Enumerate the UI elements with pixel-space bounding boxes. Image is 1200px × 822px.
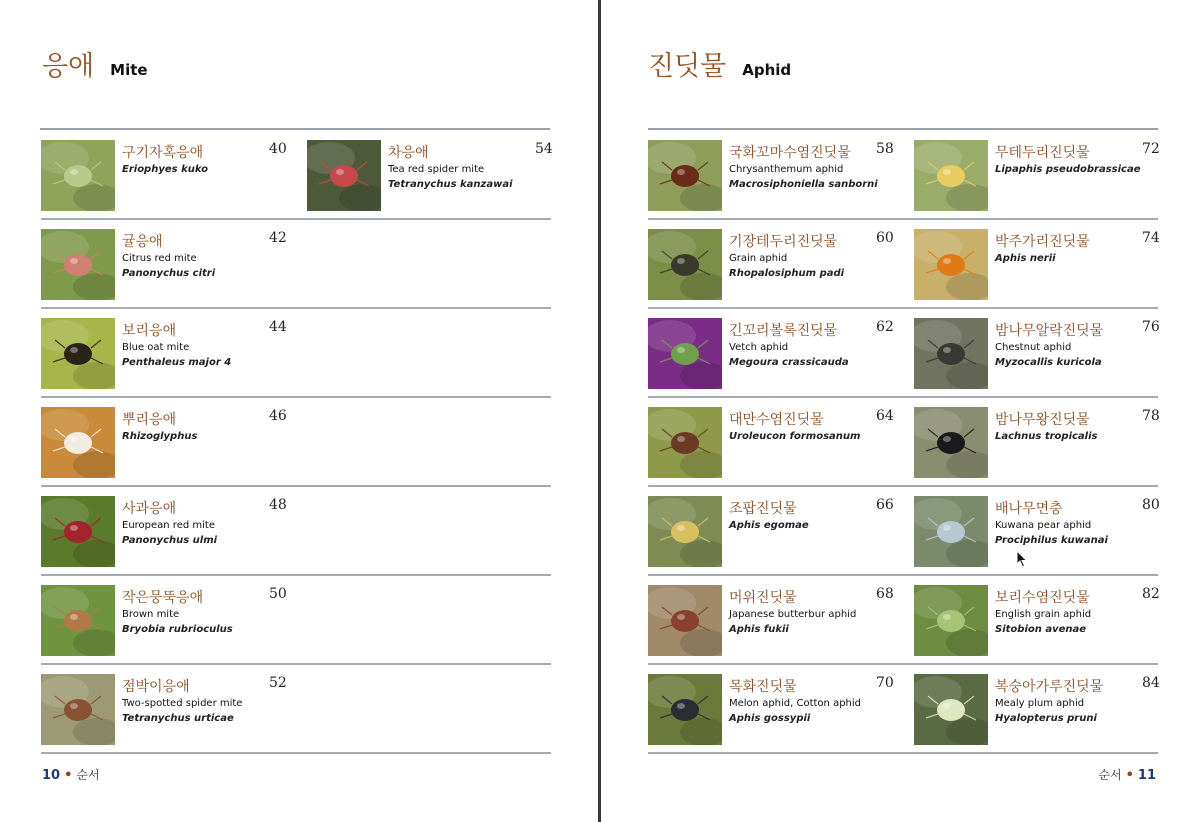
page-footer-left	[42, 766, 100, 783]
english-name: Citrus red mite	[122, 253, 197, 264]
entry-divider	[307, 218, 550, 220]
toc-entry[interactable]	[914, 219, 1158, 308]
korean-name: 사과응애	[122, 501, 177, 517]
page-footer-right	[1098, 766, 1156, 783]
korean-name: 차응애	[388, 145, 429, 161]
korean-name: 복숭아가루진딧물	[995, 679, 1104, 695]
toc-entry[interactable]	[41, 664, 551, 753]
insect-photo	[307, 140, 381, 211]
left-page	[0, 0, 598, 822]
insect-photo	[914, 496, 988, 567]
scientific-name: Lipaphis pseudobrassicae	[995, 164, 1141, 175]
page-ref-number: 70	[876, 675, 894, 691]
scientific-name: Prociphilus kuwanai	[995, 535, 1108, 546]
toc-entry[interactable]	[914, 130, 1158, 219]
korean-name: 대만수염진딧물	[729, 412, 824, 428]
page-ref-number: 48	[269, 497, 287, 513]
toc-entry[interactable]	[41, 397, 551, 486]
right-page	[602, 0, 1200, 822]
english-name: Melon aphid, Cotton aphid	[729, 698, 862, 709]
english-name: Blue oat mite	[122, 342, 190, 353]
page-ref-number: 68	[876, 586, 894, 602]
insect-photo	[648, 407, 722, 478]
insect-photo	[914, 674, 988, 745]
korean-name: 구기자혹응애	[122, 145, 204, 161]
korean-name: 보리수염진딧물	[995, 590, 1090, 606]
footer-bullet: •	[1125, 768, 1134, 783]
insect-photo	[41, 140, 115, 211]
korean-name: 긴꼬리볼록진딧물	[729, 323, 838, 339]
english-name: Kuwana pear aphid	[995, 520, 1092, 531]
scientific-name: Sitobion avenae	[995, 624, 1087, 635]
english-name: Two-spotted spider mite	[122, 698, 243, 709]
korean-name: 국화꼬마수염진딧물	[729, 145, 851, 161]
page-ref-number: 84	[1142, 675, 1160, 691]
scientific-name: Panonychus citri	[122, 268, 216, 279]
english-name: European red mite	[122, 520, 215, 531]
korean-name: 보리응애	[122, 323, 177, 339]
page-ref-number: 62	[876, 319, 894, 335]
english-name: Chrysanthemum aphid	[729, 164, 844, 175]
footer-bullet: •	[64, 768, 73, 783]
scientific-name: Uroleucon formosanum	[729, 431, 861, 442]
page-ref-number: 72	[1142, 141, 1160, 157]
page-ref-number: 76	[1142, 319, 1160, 335]
page-ref-number: 80	[1142, 497, 1160, 513]
page-ref-number: 82	[1142, 586, 1160, 602]
insect-photo	[914, 140, 988, 211]
entry-divider	[41, 752, 551, 754]
book-gutter	[598, 0, 601, 822]
toc-entry[interactable]	[41, 575, 551, 664]
toc-entry[interactable]	[914, 575, 1158, 664]
page-ref-number: 40	[269, 141, 287, 157]
english-name: Mealy plum aphid	[995, 698, 1085, 709]
scientific-name: Aphis egomae	[729, 520, 809, 531]
insect-photo	[914, 229, 988, 300]
insect-photo	[914, 407, 988, 478]
section-header-aphid	[648, 44, 791, 83]
insect-photo	[41, 318, 115, 389]
scientific-name: Lachnus tropicalis	[995, 431, 1098, 442]
toc-entry[interactable]	[914, 486, 1158, 575]
english-name: Brown mite	[122, 609, 180, 620]
insect-photo	[41, 229, 115, 300]
insect-photo	[914, 585, 988, 656]
korean-name: 점박이응애	[122, 679, 190, 695]
section-header-mite	[42, 44, 148, 83]
toc-entry[interactable]	[41, 219, 551, 308]
page-ref-number: 42	[269, 230, 287, 246]
insect-photo	[648, 318, 722, 389]
scientific-name: Aphis nerii	[995, 253, 1056, 264]
korean-name: 무테두리진딧물	[995, 145, 1090, 161]
insect-photo	[648, 585, 722, 656]
korean-name: 배나무면충	[995, 501, 1063, 517]
english-name: English grain aphid	[995, 609, 1092, 620]
scientific-name: Bryobia rubrioculus	[122, 624, 233, 635]
page-ref-number: 74	[1142, 230, 1160, 246]
section-title-korean: 응애	[42, 51, 95, 82]
insect-photo	[41, 496, 115, 567]
scientific-name: Hyalopterus pruni	[995, 713, 1097, 724]
insect-photo	[648, 229, 722, 300]
toc-entry[interactable]	[41, 308, 551, 397]
korean-name: 조팝진딧물	[729, 501, 797, 517]
page-number: 10	[42, 768, 61, 783]
korean-name: 목화진딧물	[729, 679, 797, 695]
scientific-name: Tetranychus urticae	[122, 713, 234, 724]
section-title-english: Mite	[110, 61, 148, 79]
page-ref-number: 44	[269, 319, 287, 335]
page-ref-number: 50	[269, 586, 287, 602]
english-name: Tea red spider mite	[388, 164, 485, 175]
toc-entry[interactable]	[307, 130, 553, 219]
insect-photo	[41, 674, 115, 745]
korean-name: 밤나무알락진딧물	[995, 323, 1104, 339]
english-name: Japanese butterbur aphid	[729, 609, 857, 620]
toc-entry[interactable]	[914, 397, 1158, 486]
page-ref-number: 54	[535, 141, 553, 157]
korean-name: 기장테두리진딧물	[729, 234, 838, 250]
section-title-korean: 진딧물	[648, 51, 727, 82]
scientific-name: Penthaleus major 4	[122, 357, 232, 368]
korean-name: 머위진딧물	[729, 590, 797, 606]
footer-section-label: 순서	[76, 768, 100, 782]
korean-name: 박주가리진딧물	[995, 234, 1090, 250]
page-number: 11	[1137, 768, 1156, 783]
page-ref-number: 52	[269, 675, 287, 691]
scientific-name: Aphis fukii	[729, 624, 789, 635]
scientific-name: Megoura crassicauda	[729, 357, 849, 368]
page-ref-number: 58	[876, 141, 894, 157]
scientific-name: Panonychus ulmi	[122, 535, 218, 546]
korean-name: 뿌리응애	[122, 412, 177, 428]
section-title-english: Aphid	[742, 61, 792, 79]
footer-section-label: 순서	[1098, 768, 1122, 782]
scientific-name: Myzocallis kuricola	[995, 357, 1102, 368]
scientific-name: Aphis gossypii	[729, 713, 811, 724]
page-ref-number: 46	[269, 408, 287, 424]
korean-name: 작은뭉뚝응애	[122, 590, 204, 606]
insect-photo	[41, 585, 115, 656]
english-name: Vetch aphid	[729, 342, 789, 353]
insect-photo	[914, 318, 988, 389]
korean-name: 귤응애	[122, 234, 163, 250]
entry-divider	[914, 752, 1158, 754]
insect-photo	[648, 496, 722, 567]
scientific-name: Rhopalosiphum padi	[729, 268, 845, 279]
english-name: Grain aphid	[729, 253, 788, 264]
scientific-name: Tetranychus kanzawai	[388, 179, 513, 190]
english-name: Chestnut aphid	[995, 342, 1072, 353]
page-ref-number: 64	[876, 408, 894, 424]
toc-entry[interactable]	[914, 664, 1158, 753]
insect-photo	[648, 674, 722, 745]
korean-name: 밤나무왕진딧물	[995, 412, 1090, 428]
toc-entry[interactable]	[914, 308, 1158, 397]
page-ref-number: 60	[876, 230, 894, 246]
page-ref-number: 78	[1142, 408, 1160, 424]
mouse-pointer-icon	[1016, 550, 1028, 568]
scientific-name: Eriophyes kuko	[122, 164, 209, 175]
toc-entry[interactable]	[41, 486, 551, 575]
scientific-name: Macrosiphoniella sanborni	[729, 179, 878, 190]
insect-photo	[41, 407, 115, 478]
page-ref-number: 66	[876, 497, 894, 513]
scientific-name: Rhizoglyphus	[122, 431, 198, 442]
insect-photo	[648, 140, 722, 211]
